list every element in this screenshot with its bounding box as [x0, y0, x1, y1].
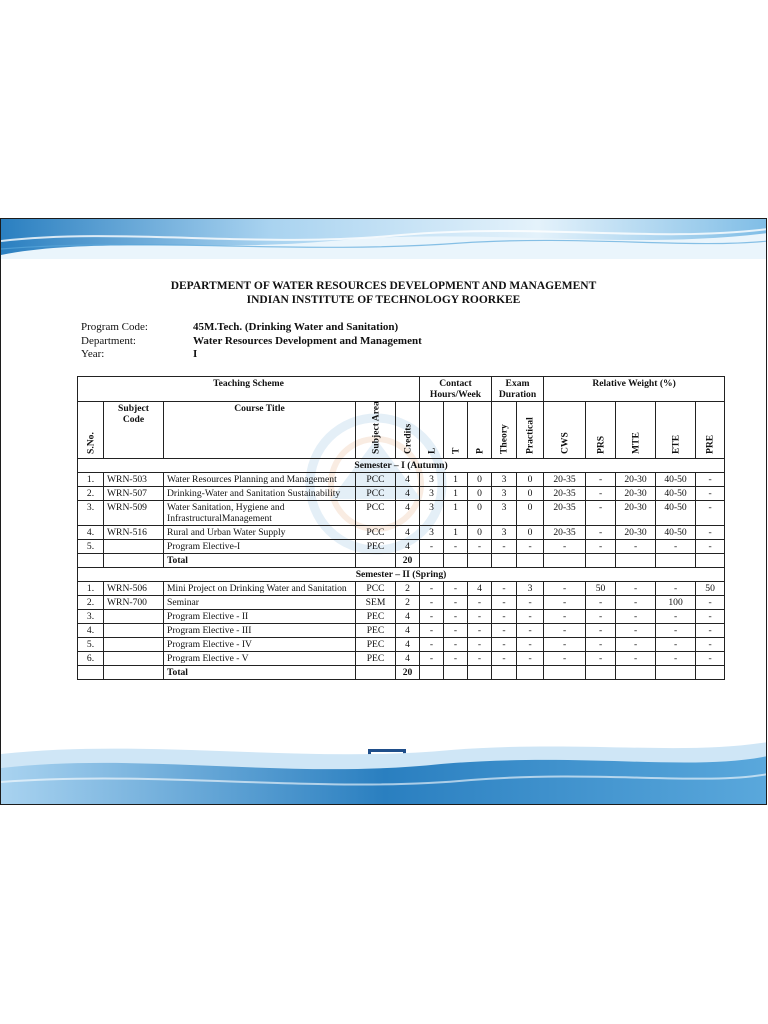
- table-cell: 20-35: [544, 501, 586, 526]
- table-cell: -: [696, 540, 725, 554]
- table-cell: 3: [492, 487, 517, 501]
- table-cell: 40-50: [656, 501, 696, 526]
- table-cell: -: [544, 652, 586, 666]
- table-cell: -: [586, 638, 616, 652]
- table-cell: [656, 554, 696, 568]
- table-cell: -: [420, 624, 444, 638]
- table-cell: -: [616, 610, 656, 624]
- col-header-cws: CWS: [544, 402, 586, 459]
- table-cell: 3: [492, 473, 517, 487]
- table-cell: -: [656, 610, 696, 624]
- table-row: [78, 652, 725, 666]
- table-cell: -: [586, 540, 616, 554]
- table-cell: 3: [420, 526, 444, 540]
- table-cell: -: [517, 652, 544, 666]
- col-header-code: Subject Code: [104, 402, 164, 459]
- table-cell: -: [696, 596, 725, 610]
- semester-title: Semester – I (Autumn): [78, 459, 725, 473]
- table-cell: -: [616, 596, 656, 610]
- table-cell: 4: [396, 652, 420, 666]
- teaching-scheme-table: [77, 376, 725, 680]
- table-cell: -: [696, 501, 725, 526]
- table-cell: [356, 666, 396, 680]
- top-wave-banner: [1, 219, 766, 259]
- table-cell: [420, 554, 444, 568]
- col-header-ete: ETE: [656, 402, 696, 459]
- table-cell: 4: [396, 610, 420, 624]
- table-cell: [104, 638, 164, 652]
- table-cell: [696, 554, 725, 568]
- col-header-theory: Theory: [492, 402, 517, 459]
- institute-title: INDIAN INSTITUTE OF TECHNOLOGY ROORKEE: [246, 294, 521, 306]
- table-cell: PEC: [356, 610, 396, 624]
- table-cell: [104, 554, 164, 568]
- table-cell: 0: [468, 487, 492, 501]
- table-cell: 4: [468, 582, 492, 596]
- table-cell: 1.: [78, 473, 104, 487]
- total-row: [78, 554, 725, 568]
- table-cell: -: [492, 596, 517, 610]
- col-header-t: T: [444, 402, 468, 459]
- table-cell: 50: [586, 582, 616, 596]
- table-cell: -: [492, 582, 517, 596]
- total-credits: 20: [396, 666, 420, 680]
- table-cell: -: [544, 596, 586, 610]
- table-cell: -: [696, 487, 725, 501]
- table-cell: Program Elective - IV: [164, 638, 356, 652]
- table-cell: [492, 554, 517, 568]
- table-cell: -: [517, 638, 544, 652]
- table-cell: Program Elective - V: [164, 652, 356, 666]
- table-cell: [78, 666, 104, 680]
- table-cell: -: [492, 652, 517, 666]
- table-cell: 3: [420, 501, 444, 526]
- table-cell: WRN-509: [104, 501, 164, 526]
- table-cell: 4.: [78, 624, 104, 638]
- table-cell: -: [492, 540, 517, 554]
- table-cell: -: [696, 473, 725, 487]
- table-cell: -: [420, 638, 444, 652]
- table-cell: -: [517, 540, 544, 554]
- department-title: DEPARTMENT OF WATER RESOURCES DEVELOPMENT AND MANAGEMENT: [170, 280, 597, 292]
- table-cell: [517, 666, 544, 680]
- table-cell: 20-30: [616, 487, 656, 501]
- table-cell: -: [468, 540, 492, 554]
- table-cell: -: [517, 610, 544, 624]
- table-cell: 1: [444, 473, 468, 487]
- department-value: Water Resources Development and Management: [193, 334, 422, 347]
- table-cell: PCC: [356, 582, 396, 596]
- col-header-l: L: [420, 402, 444, 459]
- table-cell: 4: [396, 487, 420, 501]
- program-code-value: 45M.Tech. (Drinking Water and Sanitation): [193, 321, 399, 333]
- col-header-p: P: [468, 402, 492, 459]
- table-cell: Mini Project on Drinking Water and Sanitation: [164, 582, 356, 596]
- table-cell: 1: [444, 526, 468, 540]
- table-cell: [544, 666, 586, 680]
- table-cell: -: [444, 638, 468, 652]
- table-cell: -: [696, 652, 725, 666]
- table-cell: SEM: [356, 596, 396, 610]
- table-cell: 4: [396, 624, 420, 638]
- table-cell: PEC: [356, 652, 396, 666]
- table-cell: -: [586, 487, 616, 501]
- table-cell: -: [468, 610, 492, 624]
- table-cell: -: [492, 610, 517, 624]
- table-cell: 5.: [78, 638, 104, 652]
- program-info: [81, 321, 422, 362]
- table-cell: -: [696, 624, 725, 638]
- table-cell: 3: [492, 526, 517, 540]
- table-cell: -: [444, 540, 468, 554]
- table-cell: 3: [420, 473, 444, 487]
- table-cell: 20-35: [544, 526, 586, 540]
- table-row: [78, 473, 725, 487]
- table-cell: 100: [656, 596, 696, 610]
- table-cell: PCC: [356, 501, 396, 526]
- table-cell: [468, 666, 492, 680]
- col-header-credits: Credits: [396, 402, 420, 459]
- table-cell: -: [656, 638, 696, 652]
- table-cell: 6.: [78, 652, 104, 666]
- year-value: I: [193, 348, 198, 360]
- table-cell: WRN-516: [104, 526, 164, 540]
- table-cell: -: [420, 540, 444, 554]
- table-cell: 40-50: [656, 487, 696, 501]
- table-cell: -: [586, 501, 616, 526]
- total-label: Total: [164, 666, 356, 680]
- document-header: [1, 279, 766, 307]
- relative-weight-header: Relative Weight (%): [544, 377, 725, 402]
- table-cell: [104, 610, 164, 624]
- program-code-label: Program Code:: [81, 321, 148, 333]
- table-cell: Drinking-Water and Sanitation Sustainability: [164, 487, 356, 501]
- table-cell: -: [616, 624, 656, 638]
- col-header-practical: Practical: [517, 402, 544, 459]
- table-cell: 2.: [78, 596, 104, 610]
- table-cell: -: [544, 610, 586, 624]
- table-cell: -: [696, 610, 725, 624]
- table-cell: -: [616, 582, 656, 596]
- table-cell: 50: [696, 582, 725, 596]
- table-cell: PEC: [356, 638, 396, 652]
- table-cell: 1.: [78, 582, 104, 596]
- table-cell: 4: [396, 540, 420, 554]
- table-cell: 40-50: [656, 526, 696, 540]
- table-cell: -: [420, 596, 444, 610]
- table-cell: 0: [468, 526, 492, 540]
- table-cell: -: [616, 638, 656, 652]
- table-cell: -: [468, 624, 492, 638]
- table-cell: -: [616, 540, 656, 554]
- table-cell: -: [656, 652, 696, 666]
- table-cell: Water Sanitation, Hygiene and InfrastructuralManagement: [164, 501, 356, 526]
- table-cell: [444, 554, 468, 568]
- table-cell: -: [420, 582, 444, 596]
- table-cell: [586, 666, 616, 680]
- table-cell: -: [544, 638, 586, 652]
- table-cell: -: [420, 610, 444, 624]
- table-cell: [104, 666, 164, 680]
- table-cell: 2.: [78, 487, 104, 501]
- table-cell: 20-35: [544, 487, 586, 501]
- table-cell: -: [586, 596, 616, 610]
- exam-duration-header: Exam Duration: [492, 377, 544, 402]
- table-cell: PCC: [356, 473, 396, 487]
- table-cell: 3: [420, 487, 444, 501]
- semester-header-row: [78, 459, 725, 473]
- table-cell: -: [586, 624, 616, 638]
- semester-header-row: [78, 568, 725, 582]
- table-cell: [420, 666, 444, 680]
- col-header-sno: S.No.: [78, 402, 104, 459]
- table-cell: 4: [396, 526, 420, 540]
- table-cell: 20-30: [616, 473, 656, 487]
- table-row: [78, 610, 725, 624]
- table-cell: 3: [492, 501, 517, 526]
- table-cell: Program Elective - III: [164, 624, 356, 638]
- table-cell: -: [444, 624, 468, 638]
- table-cell: 4: [396, 638, 420, 652]
- col-header-title: Course Title: [164, 402, 356, 459]
- table-row: [78, 638, 725, 652]
- table-cell: [356, 554, 396, 568]
- table-cell: -: [444, 652, 468, 666]
- table-cell: -: [468, 652, 492, 666]
- table-cell: Program Elective - II: [164, 610, 356, 624]
- table-cell: Seminar: [164, 596, 356, 610]
- semester-title: Semester – II (Spring): [78, 568, 725, 582]
- table-cell: 0: [468, 473, 492, 487]
- bottom-wave-banner: [1, 734, 766, 804]
- table-cell: -: [444, 610, 468, 624]
- table-cell: -: [492, 638, 517, 652]
- table-cell: [444, 666, 468, 680]
- group-header-row: [78, 377, 725, 402]
- table-cell: [656, 666, 696, 680]
- table-cell: -: [492, 624, 517, 638]
- table-cell: WRN-507: [104, 487, 164, 501]
- table-cell: -: [696, 526, 725, 540]
- table-cell: [616, 554, 656, 568]
- table-cell: [104, 624, 164, 638]
- table-cell: 3.: [78, 610, 104, 624]
- col-header-pre: PRE: [696, 402, 725, 459]
- table-cell: -: [444, 596, 468, 610]
- table-cell: 4: [396, 473, 420, 487]
- table-cell: -: [696, 638, 725, 652]
- table-cell: [104, 652, 164, 666]
- table-row: [78, 582, 725, 596]
- slide: [0, 218, 767, 805]
- table-cell: Rural and Urban Water Supply: [164, 526, 356, 540]
- table-row: [78, 596, 725, 610]
- total-credits: 20: [396, 554, 420, 568]
- table-cell: 2: [396, 582, 420, 596]
- table-cell: -: [656, 582, 696, 596]
- table-cell: 1: [444, 501, 468, 526]
- table-cell: -: [586, 473, 616, 487]
- table-cell: -: [586, 526, 616, 540]
- table-cell: -: [517, 624, 544, 638]
- table-cell: 5.: [78, 540, 104, 554]
- table-cell: WRN-700: [104, 596, 164, 610]
- table-cell: 0: [517, 473, 544, 487]
- teaching-scheme-body: [78, 459, 725, 680]
- table-row: [78, 624, 725, 638]
- table-cell: -: [544, 582, 586, 596]
- table-row: [78, 501, 725, 526]
- table-row: [78, 487, 725, 501]
- table-cell: 20-30: [616, 526, 656, 540]
- table-cell: PEC: [356, 540, 396, 554]
- table-cell: WRN-503: [104, 473, 164, 487]
- col-header-mte: MTE: [616, 402, 656, 459]
- table-cell: 0: [517, 501, 544, 526]
- table-cell: PCC: [356, 487, 396, 501]
- table-cell: 20-35: [544, 473, 586, 487]
- table-cell: [586, 554, 616, 568]
- table-cell: 0: [468, 501, 492, 526]
- table-cell: Program Elective-I: [164, 540, 356, 554]
- contact-hours-header: Contact Hours/Week: [420, 377, 492, 402]
- table-cell: [468, 554, 492, 568]
- table-cell: [78, 554, 104, 568]
- total-row: [78, 666, 725, 680]
- teaching-scheme-header: Teaching Scheme: [78, 377, 420, 402]
- department-label: Department:: [81, 334, 136, 347]
- table-cell: PEC: [356, 624, 396, 638]
- table-cell: -: [420, 652, 444, 666]
- table-cell: PCC: [356, 526, 396, 540]
- table-cell: 3: [517, 582, 544, 596]
- table-cell: 20-30: [616, 501, 656, 526]
- column-header-row: [78, 402, 725, 459]
- table-cell: 0: [517, 526, 544, 540]
- table-cell: [104, 540, 164, 554]
- department-row: [81, 335, 422, 349]
- table-cell: 4: [396, 501, 420, 526]
- table-cell: 2: [396, 596, 420, 610]
- table-cell: -: [468, 596, 492, 610]
- table-cell: -: [544, 624, 586, 638]
- table-cell: [544, 554, 586, 568]
- table-cell: [696, 666, 725, 680]
- year-row: [81, 348, 422, 362]
- table-cell: -: [586, 610, 616, 624]
- table-cell: 1: [444, 487, 468, 501]
- year-label: Year:: [81, 348, 105, 360]
- table-cell: Water Resources Planning and Management: [164, 473, 356, 487]
- table-cell: WRN-506: [104, 582, 164, 596]
- program-code-row: [81, 321, 422, 335]
- col-header-prs: PRS: [586, 402, 616, 459]
- table-row: [78, 526, 725, 540]
- table-cell: 0: [517, 487, 544, 501]
- table-row: [78, 540, 725, 554]
- table-cell: -: [656, 540, 696, 554]
- table-cell: -: [616, 652, 656, 666]
- table-cell: -: [517, 596, 544, 610]
- table-cell: -: [656, 624, 696, 638]
- col-header-area: Subject Area: [356, 402, 396, 459]
- table-cell: [616, 666, 656, 680]
- table-cell: -: [444, 582, 468, 596]
- table-cell: 3.: [78, 501, 104, 526]
- table-cell: 40-50: [656, 473, 696, 487]
- table-cell: 4.: [78, 526, 104, 540]
- table-cell: [517, 554, 544, 568]
- table-cell: -: [544, 540, 586, 554]
- table-cell: -: [468, 638, 492, 652]
- table-cell: [492, 666, 517, 680]
- table-cell: -: [586, 652, 616, 666]
- total-label: Total: [164, 554, 356, 568]
